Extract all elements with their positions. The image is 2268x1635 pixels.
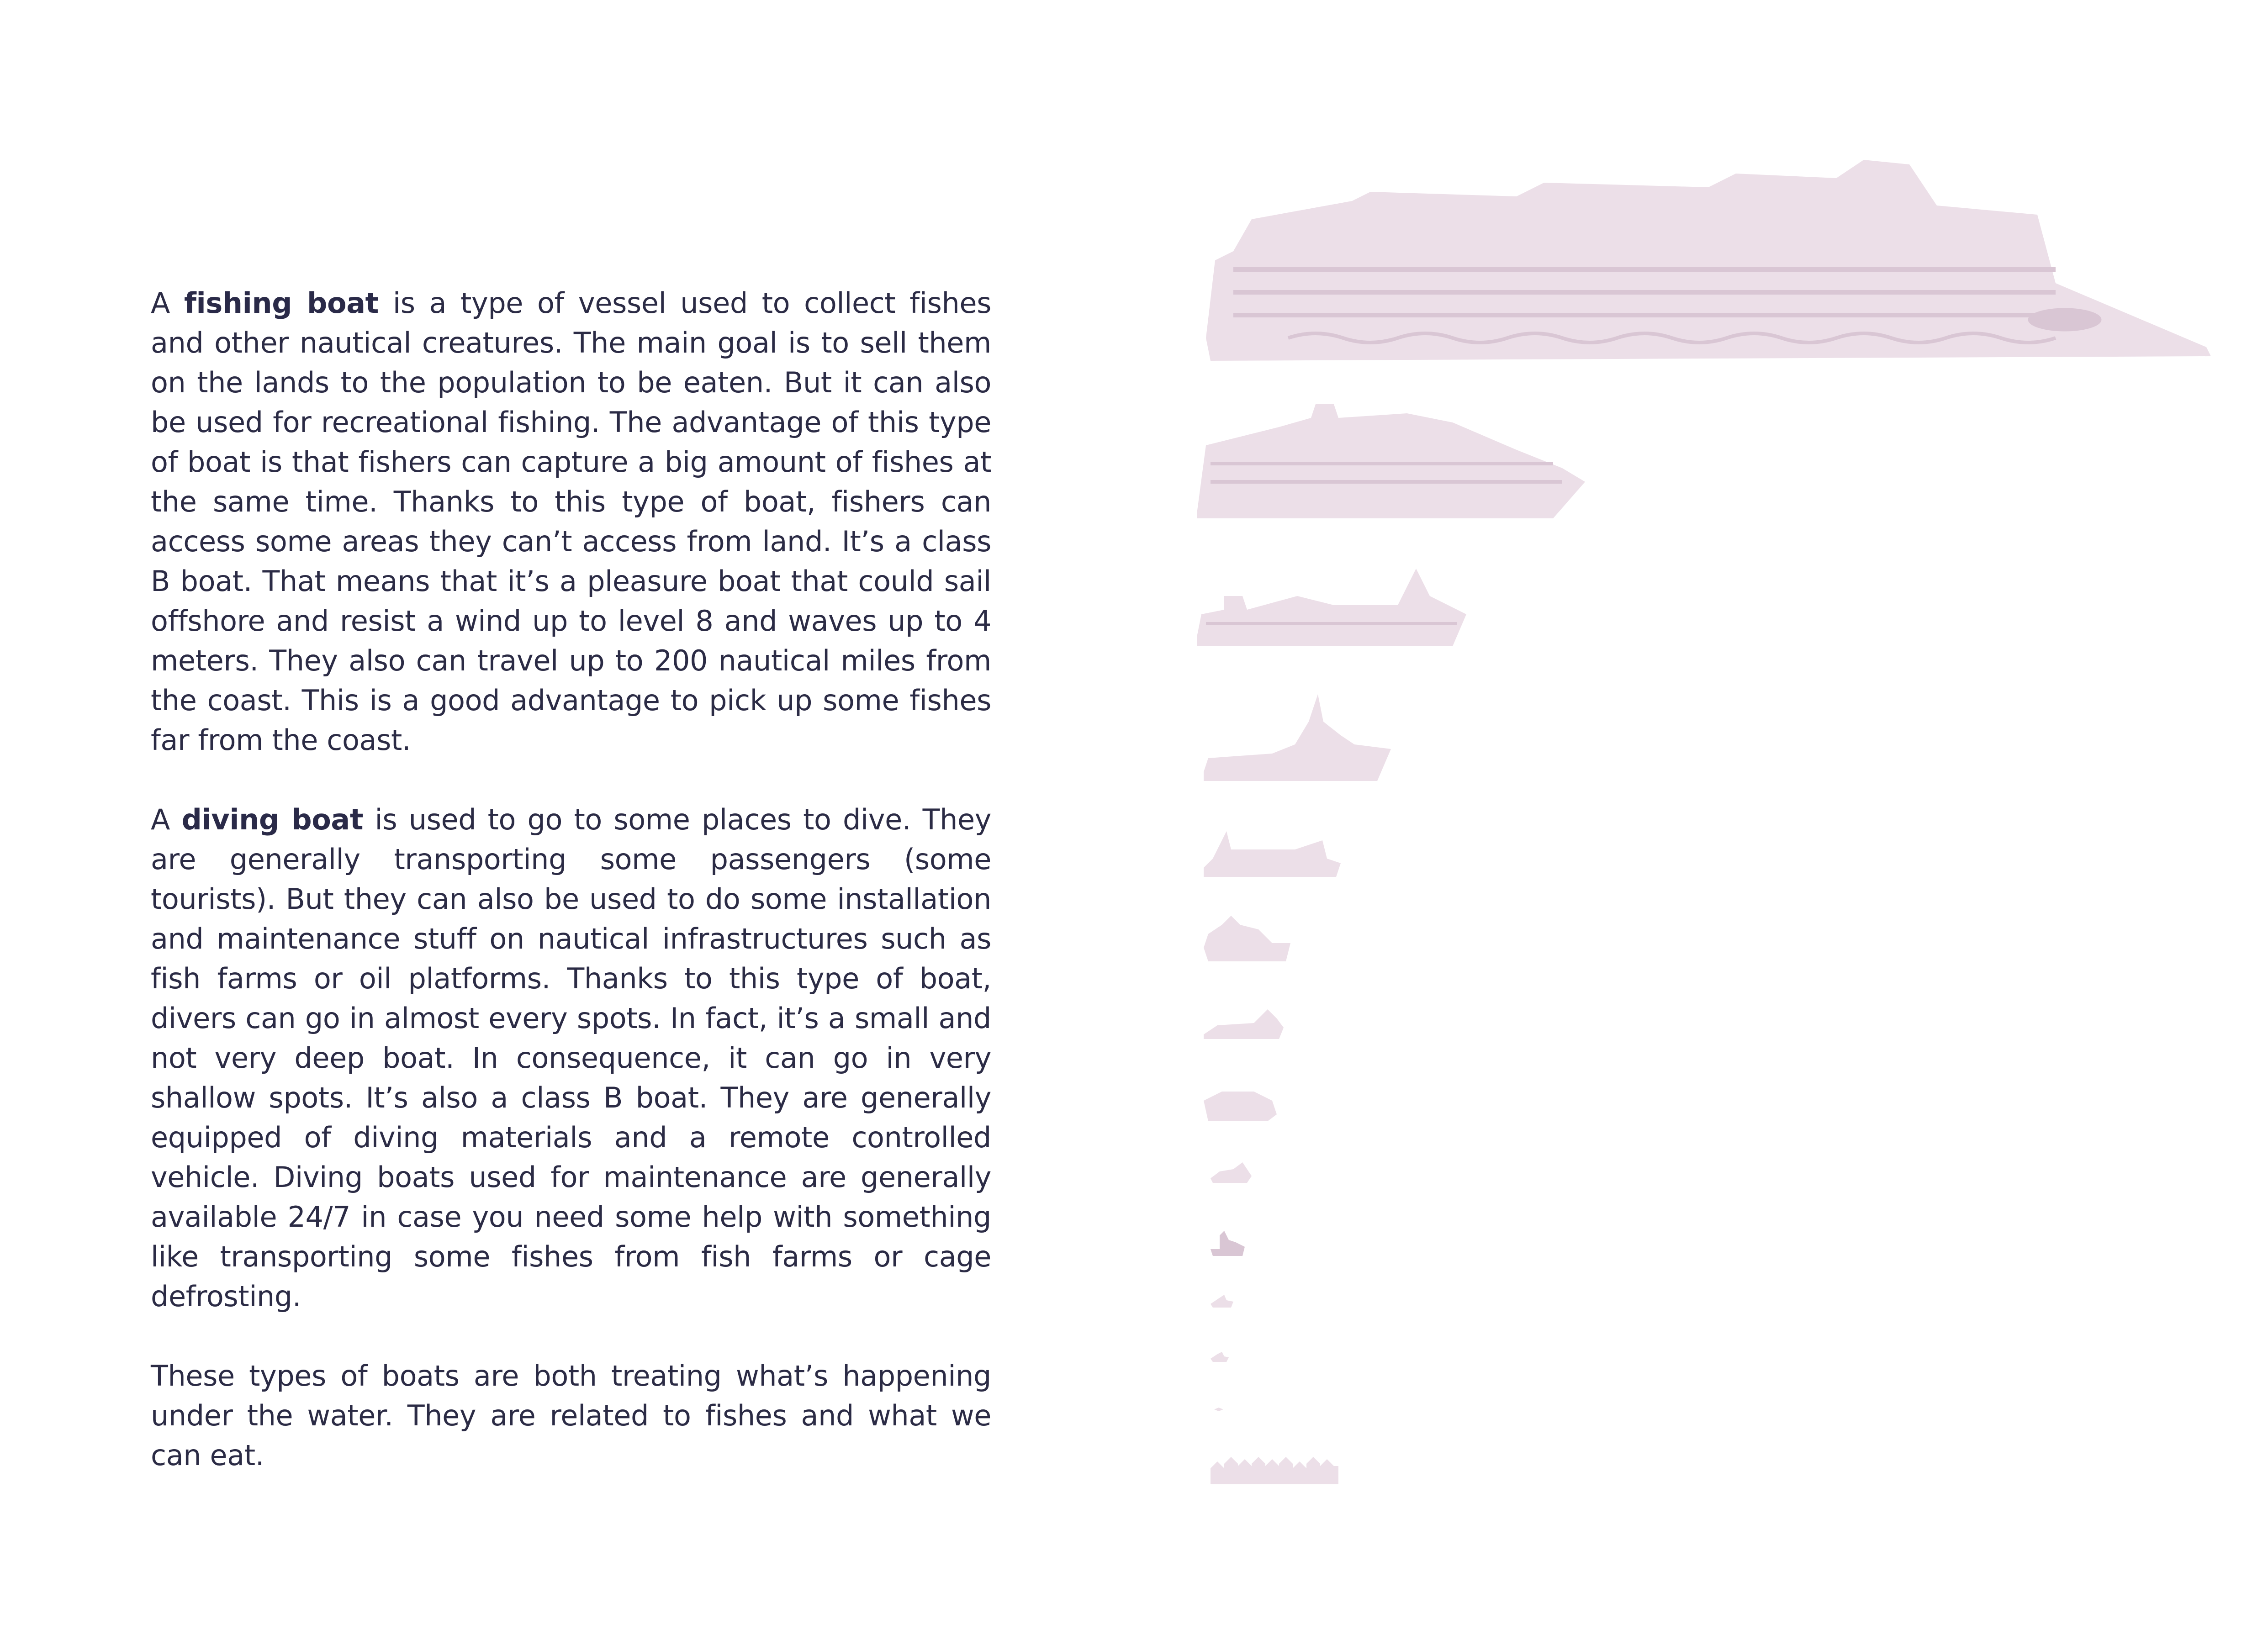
term-diving-boat: diving boat: [181, 803, 364, 836]
tug-boat-silhouette: [1204, 916, 1290, 966]
paragraph-body: is a type of vessel used to collect fishes and other nautical creatures. The main goal is to sell them on the lands to the population to be eaten. But it can also be used for recreational fishing. The advantage of this type of boat is that fishers can capture a big amount of fishes at the same time. Thanks to this type of boat, fishers can access some areas they can’t access from land. It’s a class B boat. That means that it’s a pleasure boat that could sail offshore and resist a wind up to level 8 and waves up to 4 meters. They also can travel up to 200 nautical miles from the coast. This is a good advantage to pick up some fishes far from the coast.: [151, 286, 992, 757]
paragraph-lead: A: [151, 286, 184, 320]
fishing-boat-silhouette: [1211, 1231, 1247, 1258]
offshore-supply-vessel-silhouette: [1204, 831, 1341, 881]
motor-yacht-silhouette: [1211, 1162, 1252, 1183]
paragraph-conclusion: [151, 1356, 991, 1475]
ferry-silhouette: [1204, 1009, 1284, 1041]
paragraph-lead: A: [151, 803, 182, 836]
term-fishing-boat: fishing boat: [184, 286, 379, 320]
paragraph-diving-boat: [151, 800, 991, 1316]
text-column: [151, 283, 991, 1515]
dinghy-silhouette: [1211, 1352, 1229, 1363]
kayak-silhouette: [1214, 1407, 1223, 1412]
diving-boat-silhouette: [1211, 1295, 1233, 1308]
cruise-ship-silhouette: [1197, 146, 2220, 365]
expedition-ship-silhouette: [1197, 400, 1594, 523]
row-of-houses-silhouette: [1211, 1457, 1338, 1484]
paragraph-body: is used to go to some places to dive. They are generally transporting some passengers (some tourists). But they can also be used to do some installation and maintenance stuff on nautical infrastructures such as fish farms or oil platforms. Thanks to this type of boat, divers can go in almost every spots. In fact, it’s a small and not very deep boat. In consequence, it can go in very shallow spots. It’s also a class B boat. They are generally equipped of diving materials and a remote controlled vehicle. Diving boats used for maintenance are generally available 24/7 in case you need some help with something like transporting some fishes from fish farms or cage defrosting.: [151, 803, 992, 1313]
cargo-ship-silhouette: [1197, 569, 1471, 651]
research-vessel-silhouette: [1204, 694, 1391, 786]
ship-size-comparison: [1188, 137, 2238, 1507]
paragraph-body: These types of boats are both treating what’s happening under the water. They are related to fishes and what we can eat.: [151, 1359, 991, 1472]
paragraph-fishing-boat: [151, 283, 991, 760]
catamaran-silhouette: [1204, 1087, 1277, 1123]
